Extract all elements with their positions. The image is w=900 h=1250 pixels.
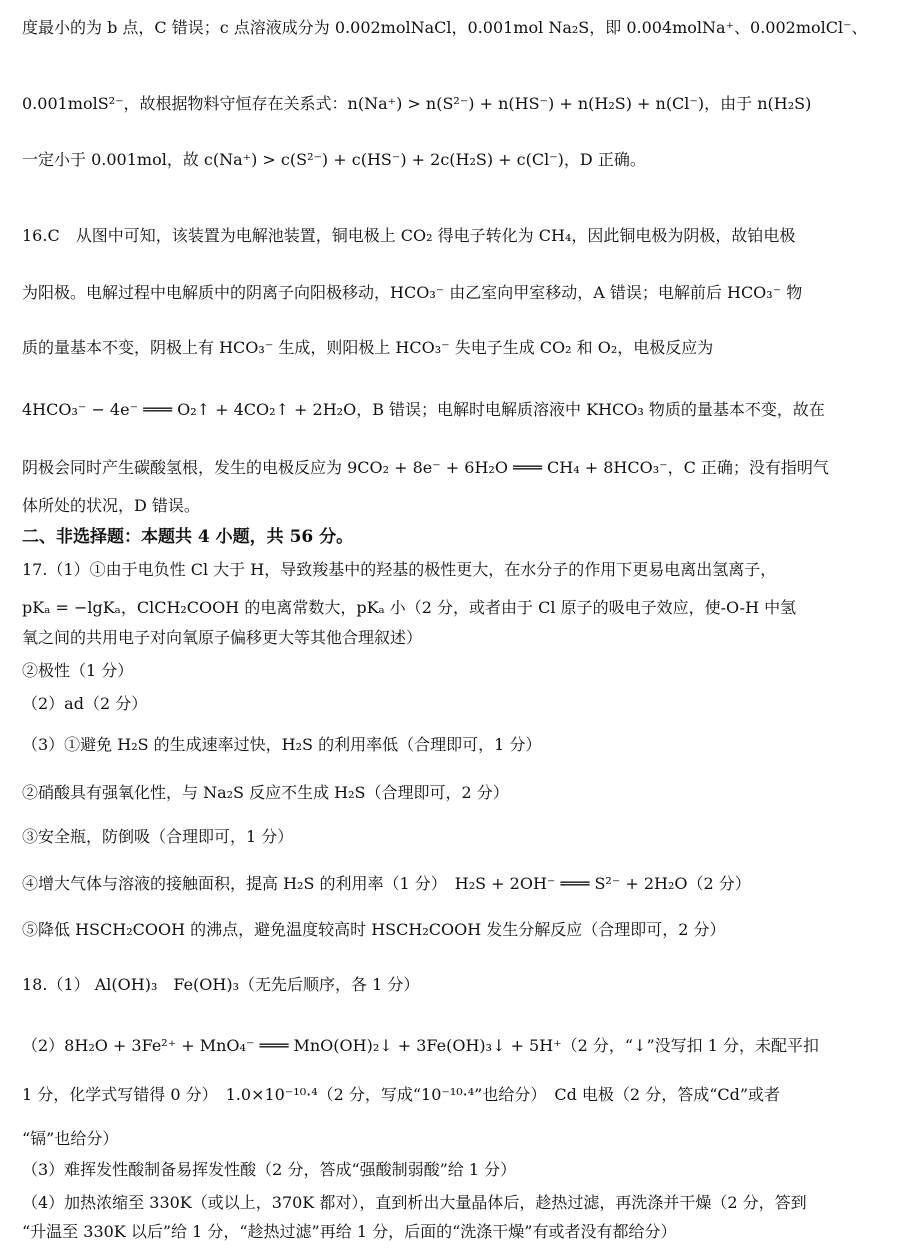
text-line: 为阳极。电解过程中电解质中的阴离子向阳极移动，HCO₃⁻ 由乙室向甲室移动，A 错误；电解前后 HCO₃⁻ 物 — [22, 283, 803, 302]
text-line: ②硝酸具有强氧化性，与 Na₂S 反应不生成 H₂S（合理即可，2 分） — [22, 783, 509, 802]
text-line: （2）ad（2 分） — [22, 694, 148, 713]
text-line: 质的量基本不变，阴极上有 HCO₃⁻ 生成，则阳极上 HCO₃⁻ 失电子生成 CO₂ 和 O₂，电极反应为 — [22, 338, 714, 357]
text-line: 17.（1）①由于电负性 Cl 大于 H，导致羧基中的羟基的极性更大，在水分子的作用下更易电离出氢离子， — [22, 560, 777, 579]
text-line: 4HCO₃⁻ − 4e⁻ ═══ O₂↑ + 4CO₂↑ + 2H₂O，B 错误；电解时电解质溶液中 KHCO₃ 物质的量基本不变，故在 — [22, 400, 825, 419]
text-line: ⑤降低 HSCH₂COOH 的沸点，避免温度较高时 HSCH₂COOH 发生分解反应（合理即可，2 分） — [22, 920, 726, 939]
text-line: （4）加热浓缩至 330K（或以上，370K 都对），直到析出大量晶体后，趁热过滤，再洗涤并干燥（2 分，答到 — [22, 1193, 807, 1212]
text-line: “升温至 330K 以后”给 1 分，“趁热过滤”再给 1 分，后面的“洗涤干燥”有或者没有都给分） — [22, 1222, 677, 1241]
text-line: pKₐ = −lgKₐ，ClCH₂COOH 的电离常数大，pKₐ 小（2 分，或者由于 Cl 原子的吸电子效应，使-O-H 中氢 — [22, 598, 797, 617]
section-heading: 二、非选择题：本题共 4 小题，共 56 分。 — [22, 527, 354, 547]
text-line: ③安全瓶，防倒吸（合理即可，1 分） — [22, 827, 294, 846]
text-line: （3）难挥发性酸制备易挥发性酸（2 分，答成“强酸制弱酸”给 1 分） — [22, 1160, 517, 1179]
text-line: ②极性（1 分） — [22, 661, 134, 680]
text-line: 体所处的状况，D 错误。 — [22, 496, 200, 515]
text-line: 阴极会同时产生碳酸氢根，发生的电极反应为 9CO₂ + 8e⁻ + 6H₂O ═══ CH₄ + 8HCO₃⁻，C 正确；没有指明气 — [22, 458, 829, 477]
text-line: ④增大气体与溶液的接触面积，提高 H₂S 的利用率（1 分） H₂S + 2OH⁻ ═══ S²⁻ + 2H₂O（2 分） — [22, 874, 751, 893]
text-line: 0.001molS²⁻，故根据物料守恒存在关系式：n(Na⁺) > n(S²⁻) + n(HS⁻) + n(H₂S) + n(Cl⁻)，由于 n(H₂S) — [22, 94, 812, 113]
text-line: 度最小的为 b 点，C 错误；c 点溶液成分为 0.002molNaCl，0.001mol Na₂S，即 0.004molNa⁺、0.002molCl⁻、 — [22, 18, 868, 37]
text-line: （3）①避免 H₂S 的生成速率过快，H₂S 的利用率低（合理即可，1 分） — [22, 735, 542, 754]
text-line: “镉”也给分） — [22, 1129, 119, 1148]
text-line: 氧之间的共用电子对向氧原子偏移更大等其他合理叙述） — [22, 628, 423, 647]
text-line: （2）8H₂O + 3Fe²⁺ + MnO₄⁻ ═══ MnO(OH)₂↓ + 3Fe(OH)₃↓ + 5H⁺（2 分，“↓”没写扣 1 分，未配平扣 — [22, 1036, 820, 1055]
text-line: 一定小于 0.001mol，故 c(Na⁺) > c(S²⁻) + c(HS⁻) + 2c(H₂S) + c(Cl⁻)，D 正确。 — [22, 150, 646, 169]
text-line: 1 分，化学式写错得 0 分） 1.0×10⁻¹⁰·⁴（2 分，写成“10⁻¹⁰·⁴”也给分） Cd 电极（2 分，答成“Cd”或者 — [22, 1085, 781, 1104]
text-line: 18.（1） Al(OH)₃ Fe(OH)₃（无先后顺序，各 1 分） — [22, 975, 420, 994]
text-line: 16.C 从图中可知，该装置为电解池装置，铜电极上 CO₂ 得电子转化为 CH₄，因此铜电极为阴极，故铂电极 — [22, 226, 796, 245]
